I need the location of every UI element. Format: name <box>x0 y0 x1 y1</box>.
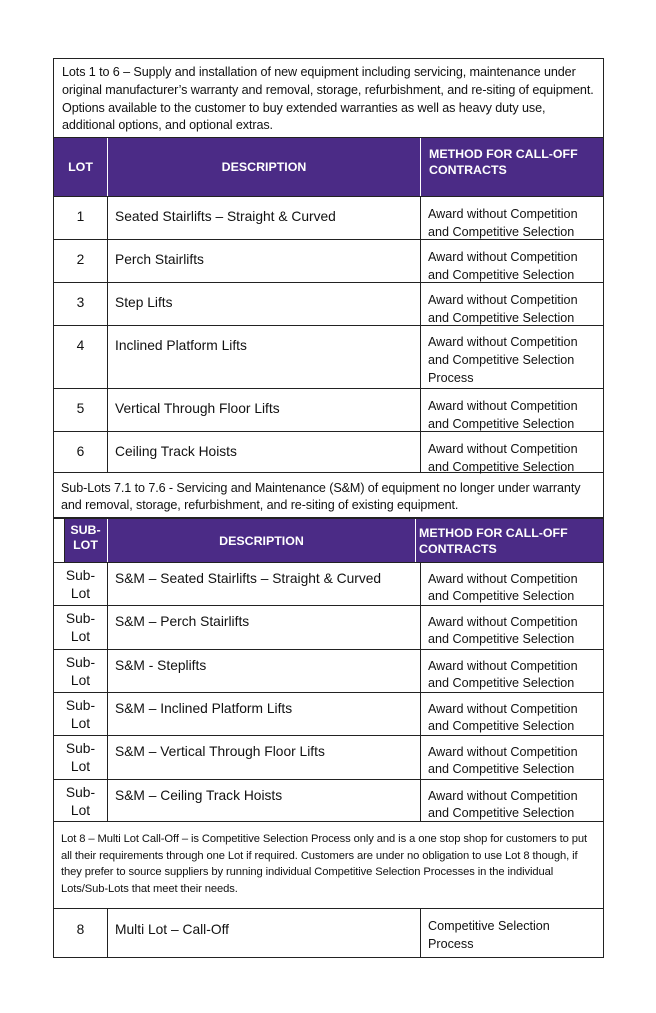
lot-method <box>421 283 603 325</box>
lots-document <box>53 58 604 958</box>
method-line: and Competitive Selection <box>428 460 575 474</box>
sub-lot-label-line: Sub- <box>65 611 96 626</box>
sub-lot-method <box>421 563 603 605</box>
lot-method <box>421 326 603 388</box>
sub-lot-method <box>421 736 603 779</box>
sub-lot-label <box>54 736 108 779</box>
lots-table-header <box>54 137 603 196</box>
lot-number: 8 <box>54 909 108 957</box>
sub-lot-label-line: Sub- <box>65 655 96 670</box>
lot-description: Ceiling Track Hoists <box>108 432 421 472</box>
sub-lot-method <box>421 693 603 735</box>
method-line: Award without Competition <box>428 789 578 803</box>
method-line: Award without Competition <box>428 293 578 307</box>
method-line: Award without Competition <box>428 615 578 629</box>
header-method: METHOD FOR CALL-OFF CONTRACTS <box>429 147 578 177</box>
sub-lot-row <box>54 779 603 821</box>
sub-lot-label-line: Lot <box>70 629 91 644</box>
sub-lot-description: S&M – Ceiling Track Hoists <box>108 780 421 821</box>
method-line: Award without Competition <box>428 745 578 759</box>
lot-row <box>54 431 603 472</box>
sub-lot-label <box>54 563 108 605</box>
lot-description: Step Lifts <box>108 283 421 325</box>
method-line: Process <box>428 937 474 951</box>
sub-lot-label-line: Lot <box>70 673 91 688</box>
method-line: Award without Competition <box>428 572 578 586</box>
lot-row <box>54 388 603 431</box>
sub-lot-label-line: Sub- <box>65 698 96 713</box>
sub-lot-description: S&M – Seated Stairlifts – Straight & Curved <box>108 563 421 605</box>
method-line: and Competitive Selection <box>428 268 575 282</box>
lot-row <box>54 325 603 388</box>
lot-method <box>421 432 603 472</box>
sub-lot-row <box>54 562 603 605</box>
method-line: Award without Competition <box>428 659 578 673</box>
method-line: Award without Competition <box>428 335 578 349</box>
sub-lot-method <box>421 780 603 821</box>
lot-number: 2 <box>54 240 108 282</box>
method-line: Process <box>428 371 474 385</box>
sub-lot-description: S&M – Vertical Through Floor Lifts <box>108 736 421 779</box>
sub-lot-label-line: Lot <box>70 759 91 774</box>
lot-number: 4 <box>54 326 108 388</box>
section3-intro: Lot 8 – Multi Lot Call-Off – is Competitive Selection Process only and is a one stop shop for customers to put all their requirements through one Lot if required. Customers are under no obligation to use Lot 8 though, if they prefer to source suppliers by running individual Competitive Selection Processes in the individual Lots/Sub-Lots that meet their needs. <box>61 833 588 895</box>
method-line: and Competitive Selection <box>428 676 575 690</box>
lot-row <box>54 282 603 325</box>
lot-method <box>421 909 603 957</box>
lot-description: Perch Stairlifts <box>108 240 421 282</box>
lot-method <box>421 197 603 239</box>
lot-number: 3 <box>54 283 108 325</box>
lot-number: 6 <box>54 432 108 472</box>
method-line: and Competitive Selection <box>428 311 575 325</box>
sub-lot-label-line: Sub- <box>65 785 96 800</box>
sub-lot-label <box>54 780 108 821</box>
lot-description: Multi Lot – Call-Off <box>108 909 421 957</box>
method-line: Award without Competition <box>428 702 578 716</box>
method-line: and Competitive Selection <box>428 806 575 820</box>
sub-lot-label-line: Sub- <box>65 741 96 756</box>
header-method: METHOD FOR CALL-OFF CONTRACTS <box>419 526 568 556</box>
sub-lot-label-line: Lot <box>70 716 91 731</box>
header-description: DESCRIPTION <box>108 519 416 562</box>
method-line: and Competitive Selection <box>428 353 575 367</box>
sub-lot-description: S&M – Perch Stairlifts <box>108 606 421 649</box>
header-description: DESCRIPTION <box>108 138 421 196</box>
sub-lot-label <box>54 650 108 692</box>
lot-row <box>54 908 603 957</box>
sub-lot-method <box>421 650 603 692</box>
sub-lot-row <box>54 692 603 735</box>
lot-number: 5 <box>54 389 108 431</box>
sub-lot-description: S&M – Inclined Platform Lifts <box>108 693 421 735</box>
section2-intro-row <box>54 472 603 517</box>
sub-lot-label-line: Lot <box>70 586 91 601</box>
section2-intro: Sub-Lots 7.1 to 7.6 - Servicing and Maintenance (S&M) of equipment no longer under warranty and removal, storage, refurbishment, and re-siting of existing equipment. <box>61 481 581 512</box>
lot-row <box>54 239 603 282</box>
method-line: Award without Competition <box>428 207 578 221</box>
sub-lot-method <box>421 606 603 649</box>
sublots-table-header <box>54 517 603 562</box>
method-line: Award without Competition <box>428 442 578 456</box>
method-line: Award without Competition <box>428 399 578 413</box>
section3-intro-row <box>54 821 603 908</box>
header-sub-lot: SUB- LOT <box>64 519 108 562</box>
header-lot: LOT <box>54 138 108 196</box>
method-line: and Competitive Selection <box>428 762 575 776</box>
sub-lot-label <box>54 693 108 735</box>
lot-description: Vertical Through Floor Lifts <box>108 389 421 431</box>
method-line: Competitive Selection <box>428 919 550 933</box>
lot-description: Seated Stairlifts – Straight & Curved <box>108 197 421 239</box>
sub-lot-description: S&M - Steplifts <box>108 650 421 692</box>
method-line: Award without Competition <box>428 250 578 264</box>
sub-lot-row <box>54 649 603 692</box>
lot-description: Inclined Platform Lifts <box>108 326 421 388</box>
sub-lot-label-line: Lot <box>70 803 91 818</box>
method-line: and Competitive Selection <box>428 417 575 431</box>
lot-number: 1 <box>54 197 108 239</box>
section1-intro: Lots 1 to 6 – Supply and installation of new equipment including servicing, maintenance under original manufacturer’s warranty and removal, storage, refurbishment, and re-siting of equipment. Options available to the customer to buy extended warranties as well as heavy duty use, additional options, and optional extras. <box>62 65 594 133</box>
lot-row <box>54 196 603 239</box>
method-line: and Competitive Selection <box>428 225 575 239</box>
sub-lot-label <box>54 606 108 649</box>
sub-lot-row <box>54 735 603 779</box>
sub-lot-label-line: Sub- <box>65 568 96 583</box>
lot-method <box>421 240 603 282</box>
lot-method <box>421 389 603 431</box>
method-line: and Competitive Selection <box>428 589 575 603</box>
method-line: and Competitive Selection <box>428 719 575 733</box>
method-line: and Competitive Selection <box>428 632 575 646</box>
sub-lot-row <box>54 605 603 649</box>
